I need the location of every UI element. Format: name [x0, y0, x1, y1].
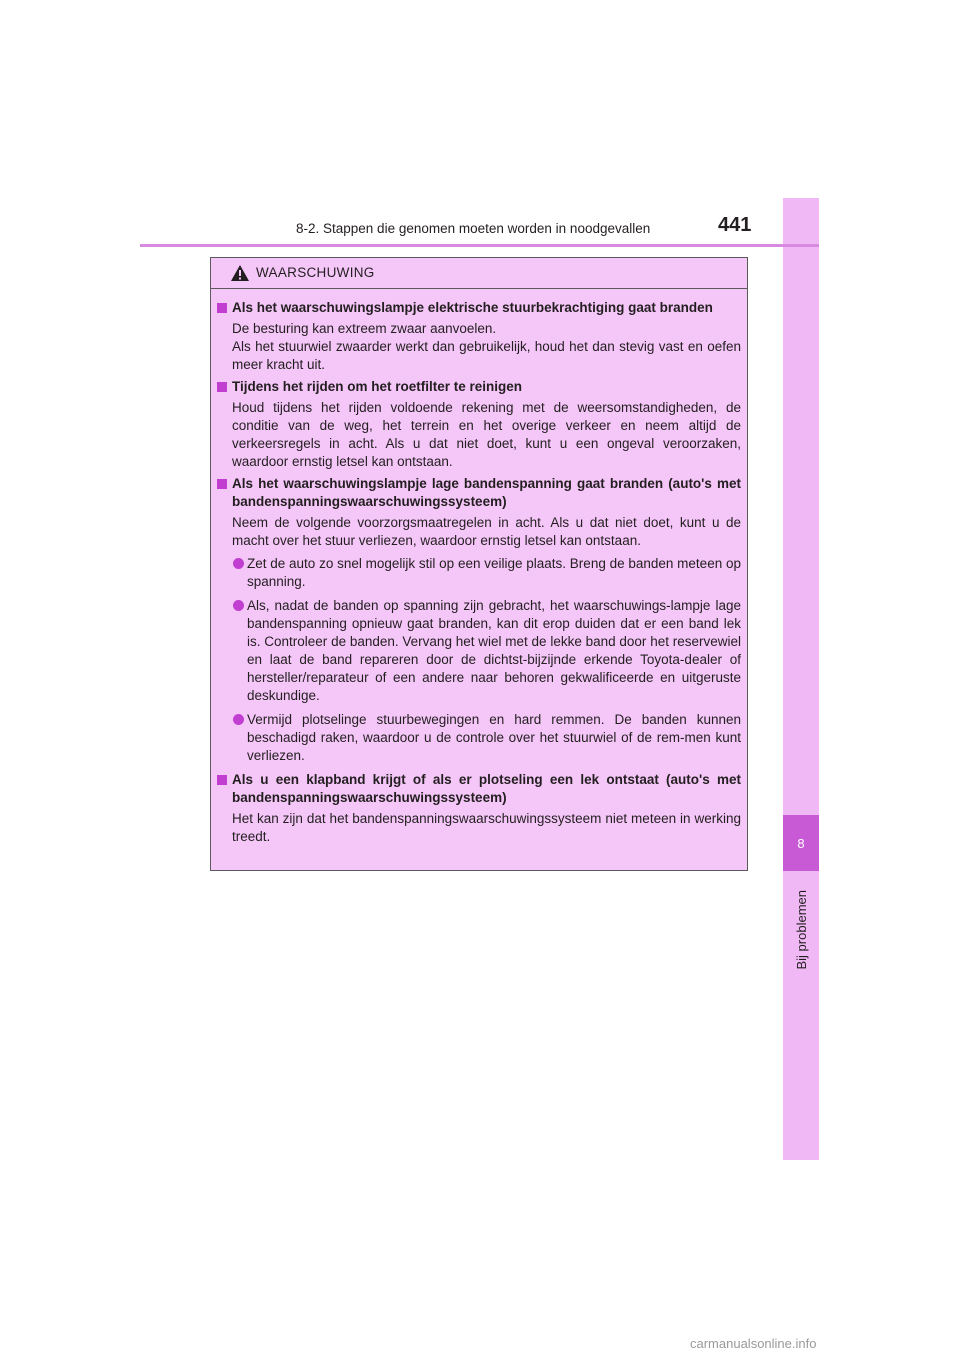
warning-item-text: De besturing kan extreem zwaar aanvoelen. Als het stuurwiel zwaarder werkt dan gebruikelijk, houd het dan stevig vast en oefen meer kracht uit. [232, 321, 741, 372]
chapter-number: 8 [783, 815, 819, 871]
warning-sub-item-text: Zet de auto zo snel mogelijk stil op een veilige plaats. Breng de banden meteen op spanning. [247, 556, 741, 589]
warning-item-title: Als het waarschuwingslampje elektrische stuurbekrachtiging gaat branden [232, 300, 713, 315]
warning-item [215, 771, 741, 846]
warning-sub-item [232, 555, 741, 591]
square-bullet-icon [217, 479, 227, 489]
chapter-side-tab [783, 198, 819, 1160]
warning-item-text: Neem de volgende voorzorgsmaatregelen in acht. Als u dat niet doet, kunt u de macht over het stuur verliezen, waardoor ernstig letsel kan ontstaan. [232, 515, 741, 548]
watermark: carmanualsonline.info [690, 1336, 817, 1351]
warning-sub-item-text: Als, nadat de banden op spanning zijn gebracht, het waarschuwings-lampje lage bandenspanning opnieuw gaat branden, kan dit erop duiden dat er een band lek is. Controleer de banden. Vervang het wiel met de lekke band door het reservewiel en laat de band repareren door de dichtst-bijzijnde erkende Toyota-dealer of hersteller/reparateur of een andere naar behoren gekwalificeerde en uitgeruste deskundige. [247, 598, 741, 703]
round-bullet-icon [233, 558, 244, 569]
round-bullet-icon [233, 600, 244, 611]
warning-item-title: Als het waarschuwingslampje lage bandenspanning gaat branden (auto's met bandenspanningswaarschuwingssysteem) [232, 476, 741, 509]
warning-sub-item [232, 711, 741, 765]
warning-title: WAARSCHUWING [256, 265, 375, 280]
chapter-label [787, 880, 815, 980]
warning-triangle-icon [230, 264, 250, 282]
chapter-label-text: Bij problemen [793, 890, 809, 970]
warning-item [215, 475, 741, 765]
warning-item-text: Het kan zijn dat het bandenspanningswaarschuwingssysteem niet meteen in werking treedt. [232, 811, 741, 844]
warning-item-title: Als u een klapband krijgt of als er plotseling een lek ontstaat (auto's met bandenspanningswaarschuwingssysteem) [232, 772, 741, 805]
warning-sub-item [232, 597, 741, 705]
square-bullet-icon [217, 775, 227, 785]
warning-item [215, 299, 741, 374]
warning-item-text: Houd tijdens het rijden voldoende rekening met de weersomstandigheden, de conditie van de weg, het terrein en het overige verkeer en neem altijd de verkeersregels in acht. Als u dat niet doet, kunt u een ongeval veroorzaken, waardoor ernstig letsel kan ontstaan. [232, 400, 741, 469]
warning-body [211, 289, 747, 846]
square-bullet-icon [217, 382, 227, 392]
warning-item-title: Tijdens het rijden om het roetfilter te reinigen [232, 379, 523, 394]
round-bullet-icon [233, 714, 244, 725]
section-title: 8-2. Stappen die genomen moeten worden in noodgevallen [296, 221, 651, 236]
warning-header [211, 258, 747, 289]
square-bullet-icon [217, 303, 227, 313]
warning-sub-item-text: Vermijd plotselinge stuurbewegingen en hard remmen. De banden kunnen beschadigd raken, waardoor u de controle over het stuurwiel of de rem-men kunt verliezen. [247, 712, 741, 763]
header-divider [140, 244, 819, 247]
warning-box [210, 257, 748, 871]
warning-item [215, 378, 741, 471]
page-number: 441 [718, 214, 752, 236]
